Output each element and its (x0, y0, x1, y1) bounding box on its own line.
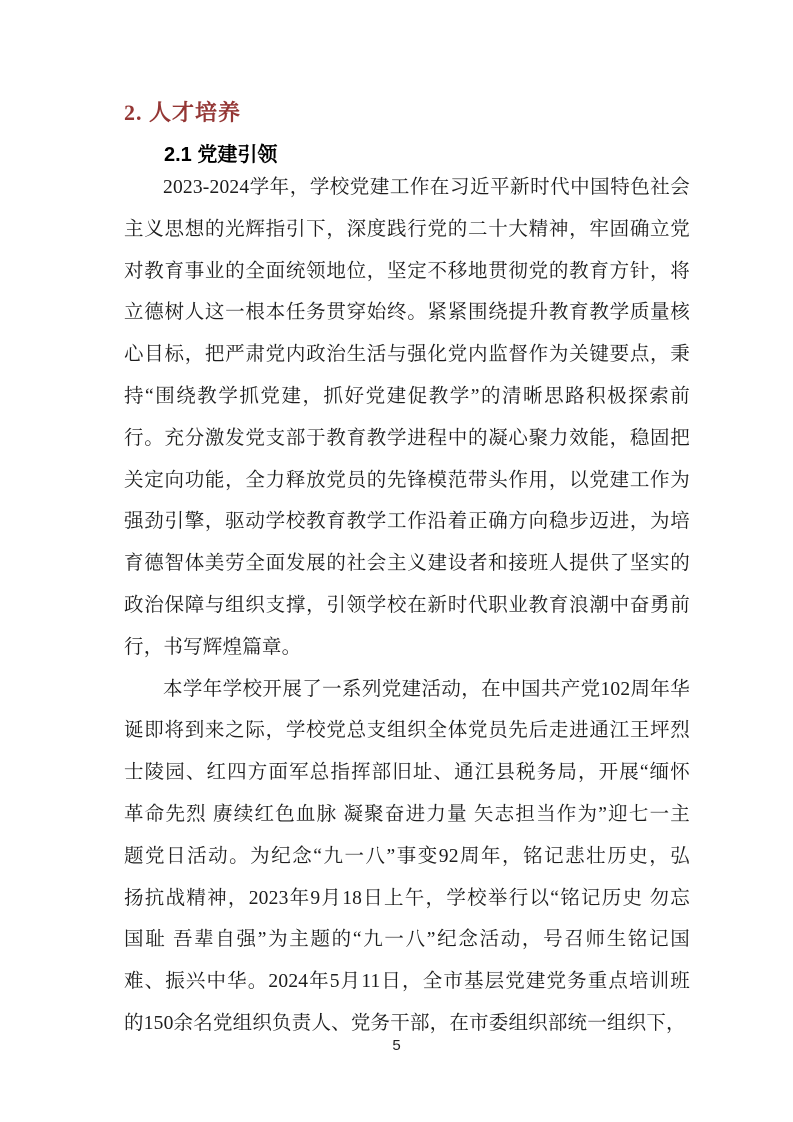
text-line: 育德智体美劳全面发展的社会主义建设者和接班人提供了坚实的 (124, 553, 690, 575)
paragraph-2 (124, 669, 690, 1045)
text-line: 的150余名党组织负责人、党务干部，在市委组织部统一组织下， (124, 1012, 686, 1034)
text-line: 2023-2024学年，学校党建工作在习近平新时代中国特色社会 (163, 177, 690, 198)
section-heading: 2. 人才培养 (124, 100, 242, 125)
text-line: 士陵园、红四方面军总指挥部旧址、通江县税务局，开展“缅怀 (124, 762, 690, 784)
text-line: 难、振兴中华。2024年5月11日，全市基层党建党务重点培训班 (124, 971, 690, 993)
text-line: 扬抗战精神，2023年9月18日上午，学校举行以“铭记历史 勿忘 (124, 887, 690, 909)
text-line: 持“围绕教学抓党建，抓好党建促教学”的清晰思路积极探索前 (124, 385, 690, 407)
text-line: 立德树人这一根本任务贯穿始终。紧紧围绕提升教育教学质量核 (124, 302, 690, 324)
text-line: 强劲引擎，驱动学校教育教学工作沿着正确方向稳步迈进，为培 (124, 511, 690, 533)
text-line: 主义思想的光辉指引下，深度践行党的二十大精神，牢固确立党 (124, 218, 690, 240)
text-line: 关定向功能，全力释放党员的先锋模范带头作用，以党建工作为 (124, 469, 690, 491)
paragraph-1 (124, 167, 690, 669)
text-line: 本学年学校开展了一系列党建活动，在中国共产党102周年华 (163, 678, 690, 700)
subsection-heading: 2.1 党建引领 (164, 144, 278, 166)
text-line: 题党日活动。为纪念“九一八”事变92周年，铭记悲壮历史，弘 (124, 845, 690, 867)
text-line: 政治保障与组织支撑，引领学校在新时代职业教育浪潮中奋勇前 (124, 594, 690, 616)
text-line: 行。充分激发党支部于教育教学进程中的凝心聚力效能，稳固把 (124, 427, 690, 449)
text-line: 革命先烈 赓续红色血脉 凝聚奋进力量 矢志担当作为”迎七一主 (124, 803, 690, 825)
text-line: 对教育事业的全面统领地位，坚定不移地贯彻党的教育方针，将 (124, 260, 690, 282)
text-line: 国耻 吾辈自强”为主题的“九一八”纪念活动，号召师生铭记国 (124, 929, 690, 951)
page-number: 5 (392, 1037, 401, 1054)
document-content (124, 0, 690, 1045)
text-line: 心目标，把严肃党内政治生活与强化党内监督作为关键要点，秉 (124, 344, 690, 366)
text-line: 诞即将到来之际，学校党总支组织全体党员先后走进通江王坪烈 (124, 720, 690, 742)
text-line: 行，书写辉煌篇章。 (124, 636, 302, 658)
